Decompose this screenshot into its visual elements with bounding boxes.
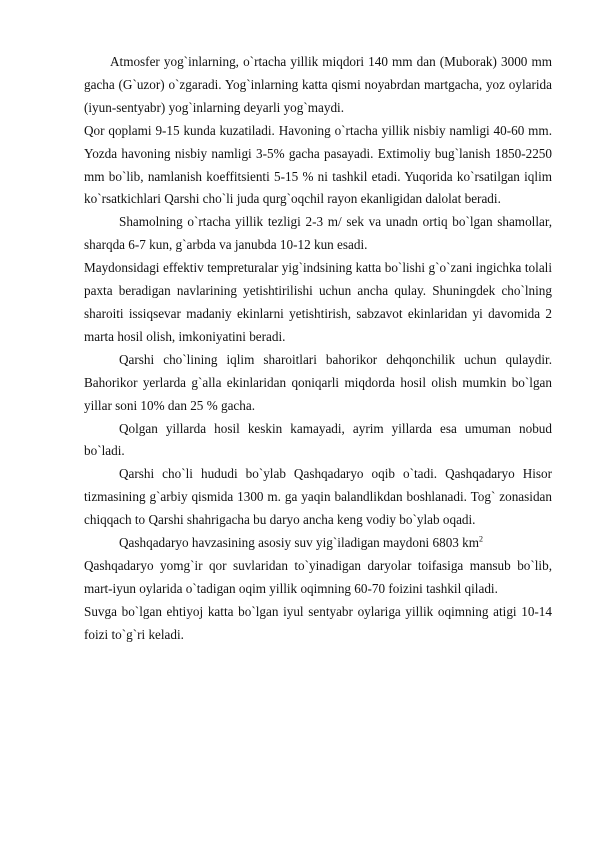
paragraph-river-feeding: Qashqadaryo yomg`ir qor suvlaridan to`yinadigan daryolar toifasiga mansub bo`lib, mart-iyun oylarida o`tadigan oqim yillik oqimning 60-70 foizini tashkil qiladi. (84, 557, 552, 596)
paragraph-kashkadarya-river: Qarshi cho`li hududi bo`ylab Qashqadaryo oqib o`tadi. Qashqadaryo Hisor tizmasining g`arbiy qismida 1300 m. ga yaqin balandlikdan boshlanadi. Tog` zonasidan chiqqach to Qarshi shahrigacha bu daryo ancha keng vodiy bo`ylab oqadi. (84, 466, 552, 528)
document-page (84, 51, 552, 647)
paragraph-basin-area (84, 532, 552, 555)
basin-area-text: Qashqadaryo havzasining asosiy suv yig`iladigan maydoni 6803 km (119, 535, 480, 551)
paragraph-water-demand: Suvga bo`lgan ehtiyoj katta bo`lgan iyul sentyabr oylariga yillik oqimning atigi 10-14 foizi to`g`ri keladi. (84, 603, 552, 642)
paragraph-temperature: Maydonsidagi effektiv tempreturalar yig`indsining katta bo`lishi g`o`zani ingichka tolali paxta beradigan navlarining yetishtirilishi uchun ancha qulay. Shuningdek cho`lning sharoiti issiqsevar madaniy ekinlarni yetishtirish, sabzavot ekinlaridan yi davomida 2 marta hosil olish, imkoniyatini beradi. (84, 260, 552, 344)
superscript-two: 2 (479, 534, 484, 544)
paragraph-rainfed-farming: Qarshi cho`lining iqlim sharoitlari bahorikor dehqonchilik uchun qulaydir. Bahorikor yerlarda g`alla ekinlaridan qoniqarli miqdorda hosil olish mumkin bo`lgan yillar soni 10% dan 25 % gacha. (84, 351, 552, 413)
paragraph-wind: Shamolning o`rtacha yillik tezligi 2-3 m/ sek va unadn ortiq bo`lgan shamollar, sharqda 6-7 kun, g`arbda va janubda 10-12 kun esadi. (84, 214, 552, 253)
paragraph-snow-humidity: Qor qoplami 9-15 kunda kuzatiladi. Havoning o`rtacha yillik nisbiy namligi 40-60 mm. Yozda havoning nisbiy namligi 3-5% gacha pasayadi. Extimoliy bug`lanish 1850-2250 mm bo`lib, namlanish koeffitsienti 5-15 % ni tashkil etadi. Yuqorida ko`rsatilgan iqlim ko`rsatkichlari Qarshi cho`li juda qurg`oqchil rayon ekanligidan dalolat beradi. (84, 122, 552, 207)
paragraph-precipitation: Atmosfer yog`inlarning, o`rtacha yillik miqdori 140 mm dan (Muborak) 3000 mm gacha (G`uzor) o`zgaradi. Yog`inlarning katta qismi noyabrdan martgacha, yoz oylarida (iyun-sentyabr) yog`inlarning deyarli yog`maydi. (84, 54, 552, 115)
paragraph-harvest-decline: Qolgan yillarda hosil keskin kamayadi, ayrim yillarda esa umuman nobud bo`ladi. (84, 420, 552, 459)
